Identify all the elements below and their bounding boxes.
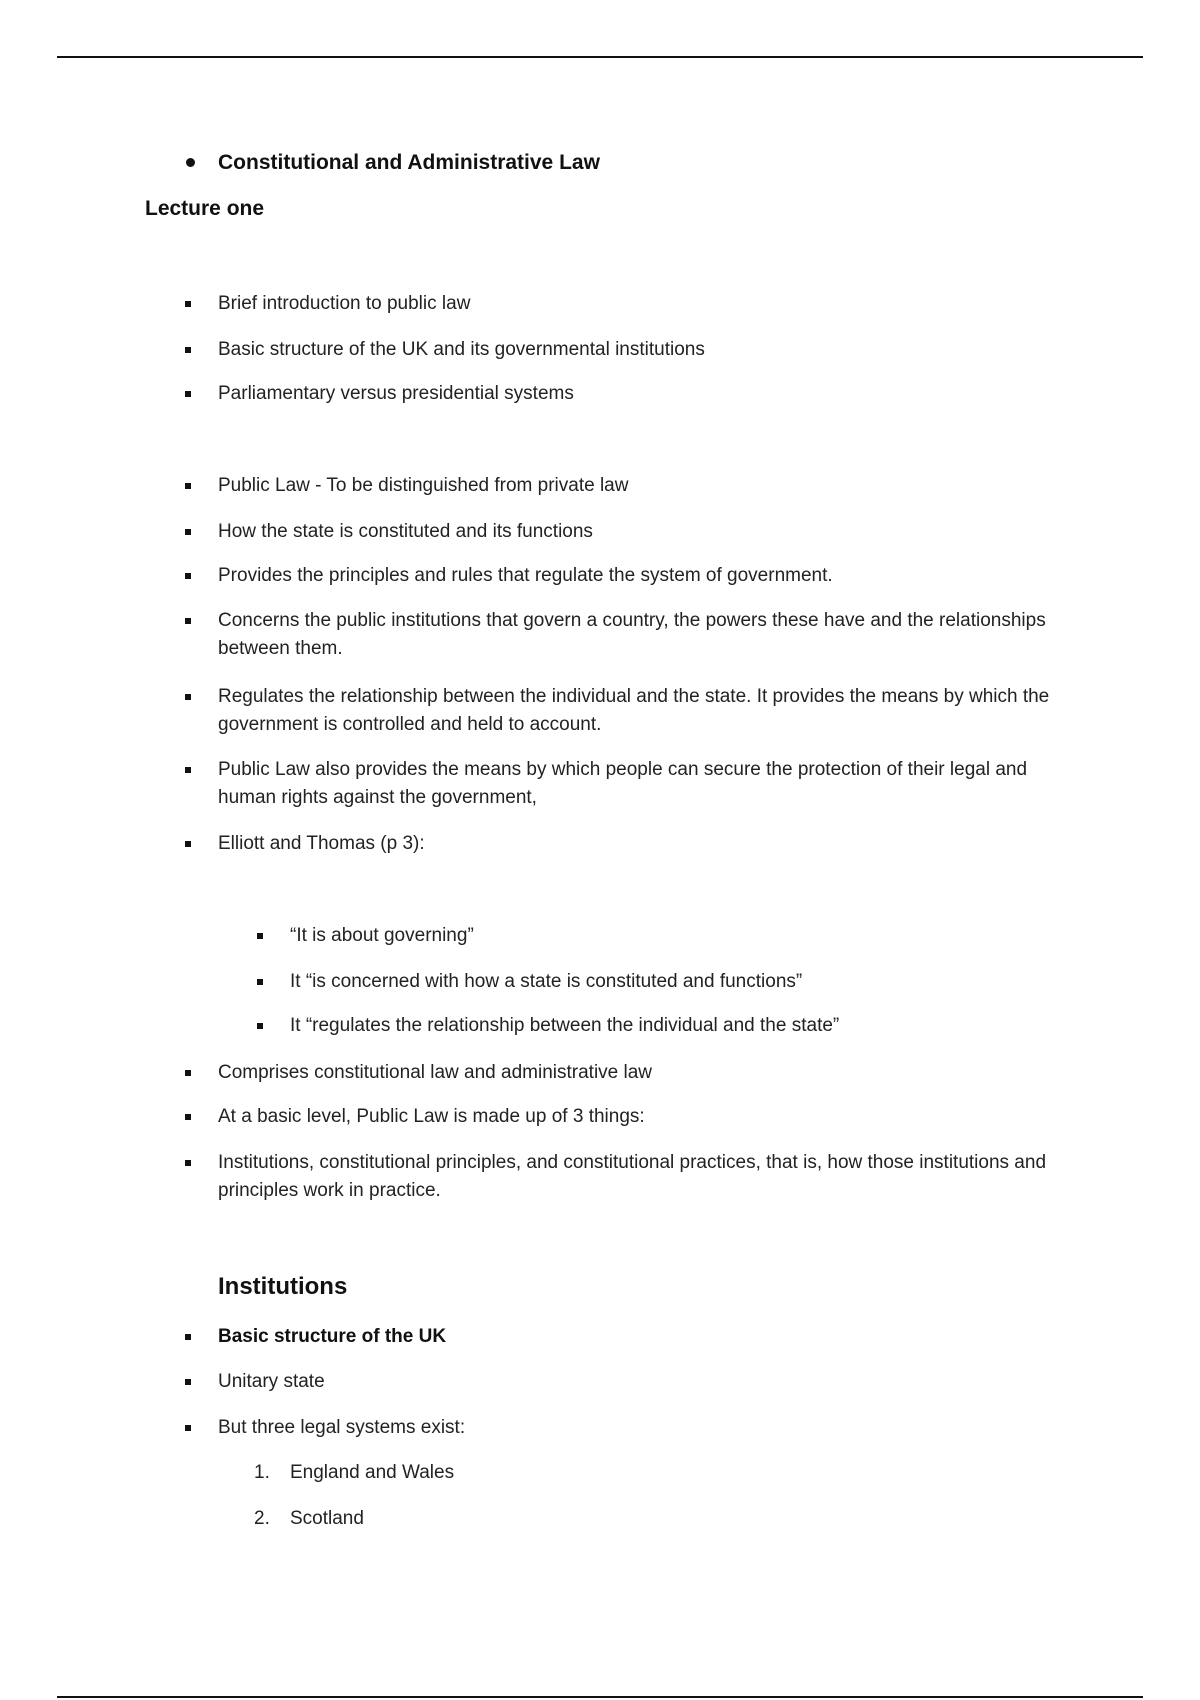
list-item <box>218 1414 1078 1442</box>
list-item <box>218 290 1078 318</box>
square-bullet-icon <box>185 1425 191 1431</box>
list-item-text: Unitary state <box>218 1371 325 1392</box>
square-bullet-icon <box>185 529 191 535</box>
quote-item <box>290 922 1070 950</box>
square-bullet-icon <box>185 391 191 397</box>
list-item-text: How the state is constituted and its functions <box>218 521 593 542</box>
numbered-item <box>254 1505 890 1533</box>
square-bullet-icon <box>257 979 263 985</box>
list-item-text: Elliott and Thomas (p 3): <box>218 833 425 854</box>
list-item <box>218 336 1078 364</box>
square-bullet-icon <box>185 694 191 700</box>
square-bullet-icon <box>185 301 191 307</box>
numbered-item <box>254 1459 890 1487</box>
section-heading-institutions: Institutions <box>218 1273 348 1300</box>
list-item <box>218 683 1078 739</box>
numbered-item-text: Scotland <box>290 1508 364 1529</box>
document-title: Constitutional and Administrative Law <box>218 151 600 174</box>
list-item-text: Concerns the public institutions that govern a country, the powers these have and the relationships between them. <box>218 610 1046 659</box>
quote-text: It “regulates the relationship between the individual and the state” <box>290 1015 840 1036</box>
square-bullet-icon <box>185 618 191 624</box>
list-item-text: But three legal systems exist: <box>218 1417 466 1438</box>
list-item-text: At a basic level, Public Law is made up of 3 things: <box>218 1106 645 1127</box>
list-item-text: Parliamentary versus presidential systems <box>218 383 574 404</box>
list-item <box>218 607 1078 663</box>
list-item-text: Basic structure of the UK and its governmental institutions <box>218 339 705 360</box>
bottom-rule <box>57 1696 1143 1698</box>
list-item <box>218 756 1078 812</box>
square-bullet-icon <box>185 841 191 847</box>
list-item <box>218 1103 1078 1131</box>
square-bullet-icon <box>185 1114 191 1120</box>
document-title-item <box>0 150 1200 178</box>
quote-item <box>290 1012 1070 1040</box>
list-item <box>218 472 1078 500</box>
list-item-text: Basic structure of the UK <box>218 1326 447 1347</box>
list-item-text: Comprises constitutional law and administrative law <box>218 1062 653 1083</box>
round-bullet-icon <box>186 158 195 167</box>
list-item <box>218 1149 1078 1205</box>
item-number: 1. <box>254 1462 270 1483</box>
list-item <box>218 1323 1078 1351</box>
list-item-text: Public Law - To be distinguished from private law <box>218 475 629 496</box>
lecture-label: Lecture one <box>145 197 265 220</box>
list-item <box>218 562 1078 590</box>
list-item <box>218 518 1078 546</box>
list-item-text: Institutions, constitutional principles, and constitutional practices, that is, how those institutions and principles work in practice. <box>218 1152 1047 1201</box>
numbered-item-text: England and Wales <box>290 1462 455 1483</box>
top-rule <box>57 56 1143 58</box>
square-bullet-icon <box>185 483 191 489</box>
item-number: 2. <box>254 1508 270 1529</box>
list-item-text: Public Law also provides the means by which people can secure the protection of their legal and human rights against the government, <box>218 759 1028 808</box>
list-item-text: Regulates the relationship between the individual and the state. It provides the means by which the government is controlled and held to account. <box>218 686 1050 735</box>
quote-item <box>290 968 1070 996</box>
list-item <box>218 830 1078 858</box>
square-bullet-icon <box>185 347 191 353</box>
square-bullet-icon <box>185 767 191 773</box>
square-bullet-icon <box>185 1379 191 1385</box>
square-bullet-icon <box>185 1160 191 1166</box>
quote-text: “It is about governing” <box>290 925 474 946</box>
list-item <box>218 1059 1078 1087</box>
list-item-text: Provides the principles and rules that regulate the system of government. <box>218 565 833 586</box>
square-bullet-icon <box>257 933 263 939</box>
list-item-text: Brief introduction to public law <box>218 293 471 314</box>
list-item <box>218 380 1078 408</box>
square-bullet-icon <box>185 573 191 579</box>
square-bullet-icon <box>185 1070 191 1076</box>
square-bullet-icon <box>185 1334 191 1340</box>
square-bullet-icon <box>257 1023 263 1029</box>
list-item <box>218 1368 1078 1396</box>
quote-text: It “is concerned with how a state is constituted and functions” <box>290 971 803 992</box>
